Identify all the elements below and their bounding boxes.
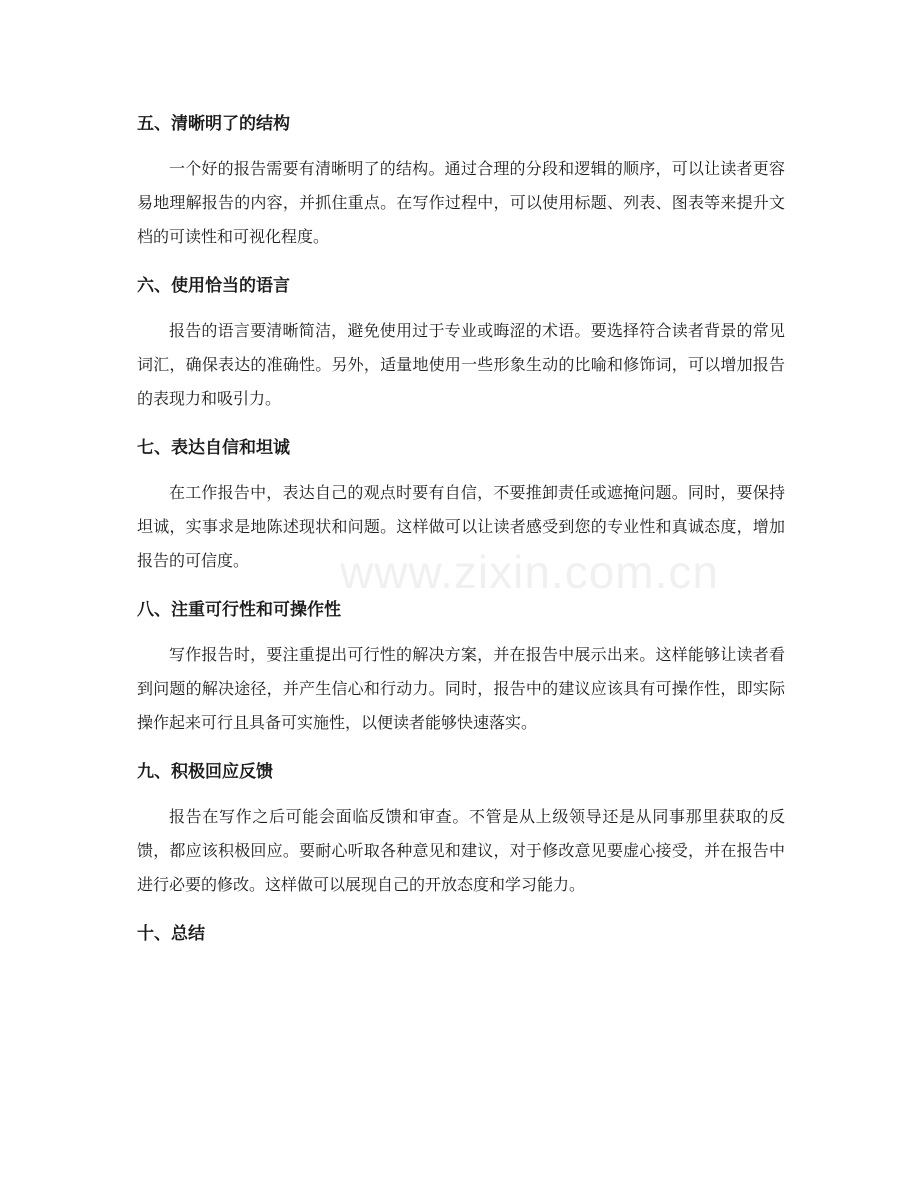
- document-content: [137, 104, 785, 962]
- section-9: [137, 752, 785, 902]
- section-5: [137, 104, 785, 254]
- section-heading: 七、表达自信和坦诚: [137, 438, 290, 458]
- section-paragraph: 写作报告时，要注重提出可行性的解决方案，并在报告中展示出来。这样能够让读者看到问题的解决途径，并产生信心和行动力。同时，报告中的建议应该具有可操作性，即实际操作起来可行且具备可实施性，以便读者能够快速落实。: [137, 645, 785, 732]
- section-10: [137, 914, 785, 954]
- section-heading: 八、注重可行性和可操作性: [137, 600, 341, 620]
- section-8: [137, 590, 785, 740]
- watermark: www.zixin.com.cn: [340, 546, 719, 598]
- section-paragraph: 在工作报告中，表达自己的观点时要有自信，不要推卸责任或遮掩问题。同时，要保持坦诚，实事求是地陈述现状和问题。这样做可以让读者感受到您的专业性和真诚态度，增加报告的可信度。: [137, 483, 785, 570]
- section-heading: 六、使用恰当的语言: [137, 276, 290, 296]
- section-paragraph: 报告在写作之后可能会面临反馈和审查。不管是从上级领导还是从同事那里获取的反馈，都应该积极回应。要耐心听取各种意见和建议，对于修改意见要虚心接受，并在报告中进行必要的修改。这样做可以展现自己的开放态度和学习能力。: [137, 807, 785, 894]
- section-7: [137, 428, 785, 578]
- section-paragraph: 一个好的报告需要有清晰明了的结构。通过合理的分段和逻辑的顺序，可以让读者更容易地理解报告的内容，并抓住重点。在写作过程中，可以使用标题、列表、图表等来提升文档的可读性和可视化程度。: [137, 159, 785, 246]
- section-paragraph: 报告的语言要清晰简洁，避免使用过于专业或晦涩的术语。要选择符合读者背景的常见词汇，确保表达的准确性。另外，适量地使用一些形象生动的比喻和修饰词，可以增加报告的表现力和吸引力。: [137, 321, 785, 408]
- section-heading: 九、积极回应反馈: [137, 762, 273, 782]
- section-heading: 十、总结: [137, 924, 205, 944]
- section-6: [137, 266, 785, 416]
- section-heading: 五、清晰明了的结构: [137, 114, 290, 134]
